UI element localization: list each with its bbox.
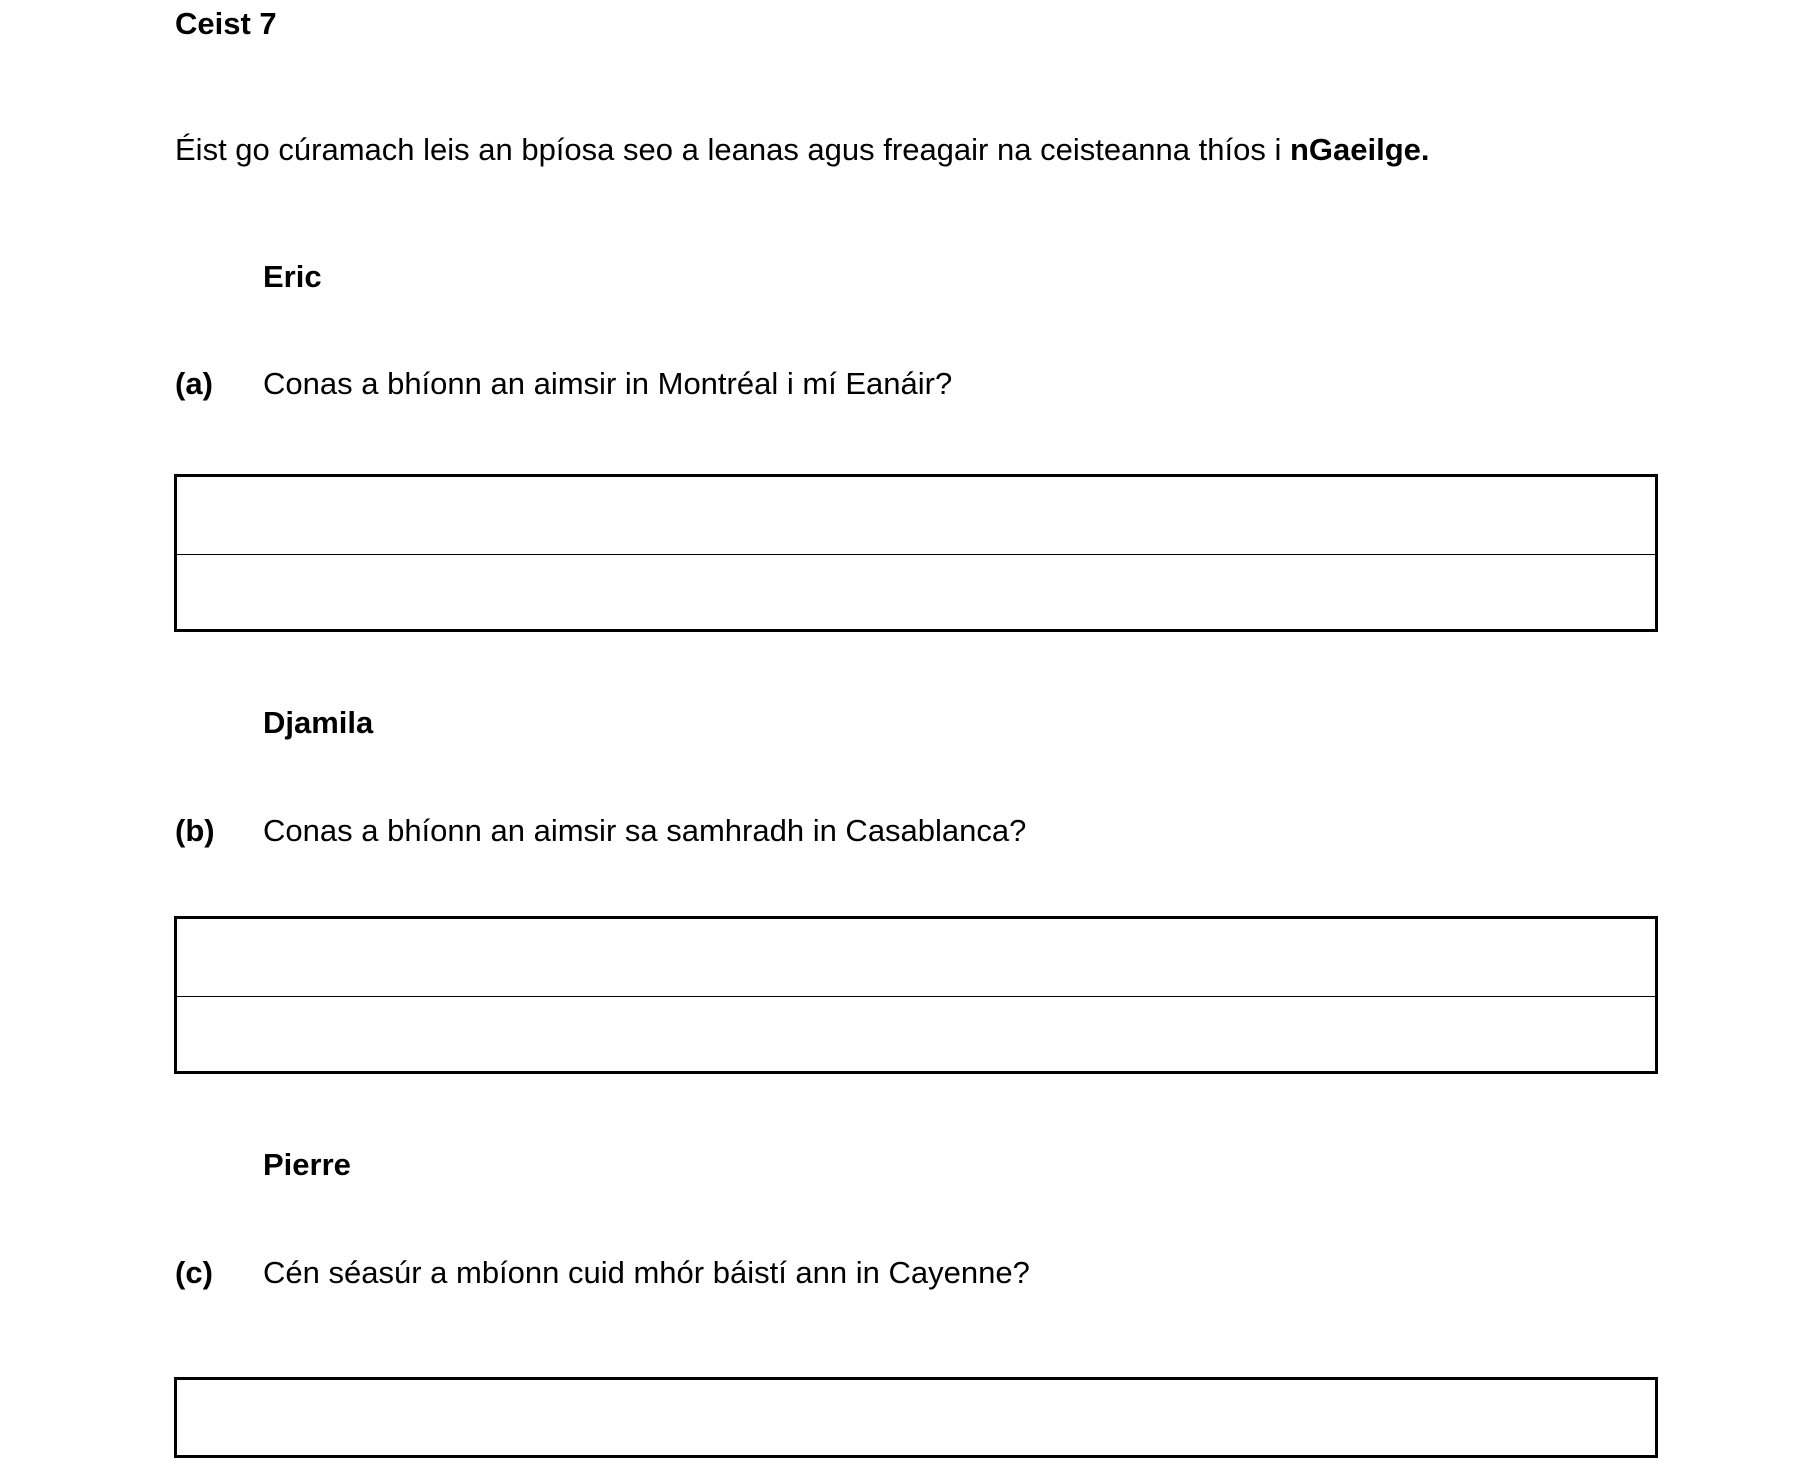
answer-line[interactable] bbox=[177, 919, 1655, 996]
instruction-text bbox=[175, 130, 1430, 170]
speaker-name-pierre: Pierre bbox=[263, 1147, 351, 1182]
question-b bbox=[175, 811, 1026, 851]
answer-box-c[interactable] bbox=[174, 1377, 1658, 1458]
speaker-name-eric: Eric bbox=[263, 259, 322, 294]
speaker-name-djamila: Djamila bbox=[263, 705, 374, 740]
question-label: (b) bbox=[175, 813, 215, 848]
question-label: (a) bbox=[175, 366, 213, 401]
question-label: (c) bbox=[175, 1255, 213, 1290]
question-text: Cén séasúr a mbíonn cuid mhór báistí ann in Cayenne? bbox=[263, 1255, 1030, 1290]
question-text: Conas a bhíonn an aimsir sa samhradh in Casablanca? bbox=[263, 813, 1027, 848]
answer-box-b[interactable] bbox=[174, 916, 1658, 1074]
instruction-emphasis: nGaeilge. bbox=[1289, 132, 1430, 167]
answer-line[interactable] bbox=[177, 477, 1655, 554]
answer-line[interactable] bbox=[177, 554, 1655, 629]
question-a bbox=[175, 364, 952, 404]
question-heading: Ceist 7 bbox=[175, 6, 277, 41]
answer-box-a[interactable] bbox=[174, 474, 1658, 632]
answer-line[interactable] bbox=[177, 996, 1655, 1071]
answer-line[interactable] bbox=[177, 1380, 1655, 1455]
question-text: Conas a bhíonn an aimsir in Montréal i mí Eanáir? bbox=[263, 366, 953, 401]
instruction-body: Éist go cúramach leis an bpíosa seo a leanas agus freagair na ceisteanna thíos i bbox=[175, 132, 1290, 167]
question-c bbox=[175, 1253, 1030, 1293]
